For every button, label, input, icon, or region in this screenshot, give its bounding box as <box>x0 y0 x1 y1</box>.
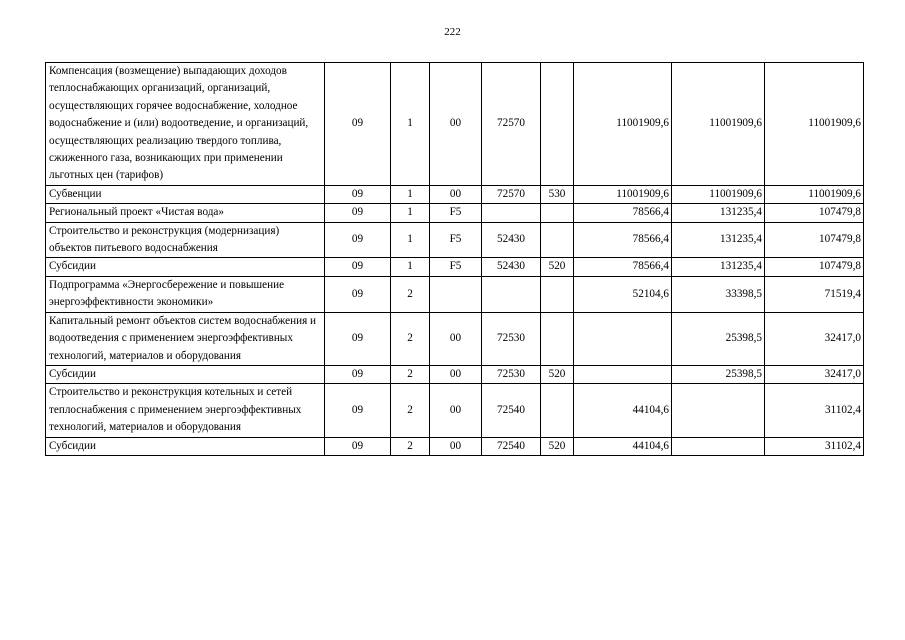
cell-sum-3: 71519,4 <box>765 276 864 312</box>
cell-direction <box>482 276 541 312</box>
cell-section: 09 <box>325 365 391 383</box>
cell-sum-2: 131235,4 <box>672 258 765 276</box>
cell-sum-2: 131235,4 <box>672 204 765 222</box>
cell-name: Подпрограмма «Энергосбережение и повышение энергоэффективности экономики» <box>46 276 325 312</box>
cell-section: 09 <box>325 437 391 455</box>
cell-sum-2: 11001909,6 <box>672 63 765 186</box>
cell-sum-3: 11001909,6 <box>765 63 864 186</box>
cell-expense-type <box>541 276 574 312</box>
cell-sum-1: 44104,6 <box>574 384 672 437</box>
cell-program: 1 <box>391 204 430 222</box>
cell-sum-1: 78566,4 <box>574 258 672 276</box>
cell-name: Субсидии <box>46 365 325 383</box>
cell-name: Субвенции <box>46 185 325 203</box>
cell-direction: 72540 <box>482 384 541 437</box>
table-row <box>46 365 864 383</box>
table-body <box>46 63 864 456</box>
cell-program: 2 <box>391 384 430 437</box>
cell-direction: 52430 <box>482 258 541 276</box>
cell-section: 09 <box>325 258 391 276</box>
cell-name: Строительство и реконструкция котельных и сетей теплоснабжения с применением энергоэффективных технологий, материалов и оборудования <box>46 384 325 437</box>
cell-subprogram: F5 <box>430 222 482 258</box>
table-row <box>46 437 864 455</box>
cell-sum-1: 11001909,6 <box>574 63 672 186</box>
cell-expense-type <box>541 204 574 222</box>
cell-direction: 52430 <box>482 222 541 258</box>
cell-program: 2 <box>391 437 430 455</box>
table-row <box>46 204 864 222</box>
cell-expense-type: 520 <box>541 365 574 383</box>
cell-section: 09 <box>325 63 391 186</box>
cell-sum-2: 25398,5 <box>672 312 765 365</box>
cell-sum-1: 44104,6 <box>574 437 672 455</box>
cell-sum-3: 31102,4 <box>765 437 864 455</box>
page-number: 222 <box>444 26 461 38</box>
cell-name: Капитальный ремонт объектов систем водоснабжения и водоотведения с применением энергоэффективных технологий, материалов и оборудования <box>46 312 325 365</box>
cell-sum-3: 107479,8 <box>765 204 864 222</box>
cell-program: 1 <box>391 222 430 258</box>
cell-expense-type <box>541 222 574 258</box>
cell-name: Региональный проект «Чистая вода» <box>46 204 325 222</box>
cell-sum-1 <box>574 312 672 365</box>
cell-subprogram <box>430 276 482 312</box>
cell-program: 1 <box>391 258 430 276</box>
cell-direction: 72570 <box>482 185 541 203</box>
cell-sum-1 <box>574 365 672 383</box>
cell-sum-2: 131235,4 <box>672 222 765 258</box>
cell-sum-2 <box>672 437 765 455</box>
cell-section: 09 <box>325 276 391 312</box>
cell-sum-3: 107479,8 <box>765 222 864 258</box>
cell-section: 09 <box>325 222 391 258</box>
cell-sum-2: 33398,5 <box>672 276 765 312</box>
cell-direction: 72530 <box>482 312 541 365</box>
cell-expense-type: 530 <box>541 185 574 203</box>
cell-name: Субсидии <box>46 437 325 455</box>
cell-expense-type <box>541 63 574 186</box>
cell-name: Строительство и реконструкция (модернизация) объектов питьевого водоснабжения <box>46 222 325 258</box>
table-row <box>46 63 864 186</box>
cell-sum-3: 32417,0 <box>765 365 864 383</box>
cell-name: Субсидии <box>46 258 325 276</box>
cell-sum-1: 78566,4 <box>574 222 672 258</box>
cell-sum-3: 32417,0 <box>765 312 864 365</box>
cell-direction: 72570 <box>482 63 541 186</box>
cell-expense-type <box>541 384 574 437</box>
cell-expense-type <box>541 312 574 365</box>
cell-expense-type: 520 <box>541 437 574 455</box>
cell-sum-1: 52104,6 <box>574 276 672 312</box>
table-row <box>46 312 864 365</box>
cell-subprogram: 00 <box>430 185 482 203</box>
cell-sum-1: 78566,4 <box>574 204 672 222</box>
cell-direction: 72540 <box>482 437 541 455</box>
cell-sum-3: 31102,4 <box>765 384 864 437</box>
cell-subprogram: 00 <box>430 63 482 186</box>
table-row <box>46 384 864 437</box>
cell-section: 09 <box>325 185 391 203</box>
cell-sum-3: 11001909,6 <box>765 185 864 203</box>
table-row <box>46 222 864 258</box>
cell-section: 09 <box>325 204 391 222</box>
table-row <box>46 258 864 276</box>
cell-section: 09 <box>325 384 391 437</box>
cell-program: 2 <box>391 312 430 365</box>
cell-subprogram: 00 <box>430 312 482 365</box>
cell-sum-2 <box>672 384 765 437</box>
cell-sum-2: 11001909,6 <box>672 185 765 203</box>
table-row <box>46 185 864 203</box>
cell-section: 09 <box>325 312 391 365</box>
table-row <box>46 276 864 312</box>
budget-table <box>45 62 864 456</box>
cell-subprogram: F5 <box>430 204 482 222</box>
cell-subprogram: 00 <box>430 365 482 383</box>
cell-direction <box>482 204 541 222</box>
cell-direction: 72530 <box>482 365 541 383</box>
cell-program: 1 <box>391 185 430 203</box>
cell-subprogram: 00 <box>430 384 482 437</box>
cell-sum-1: 11001909,6 <box>574 185 672 203</box>
cell-program: 2 <box>391 365 430 383</box>
cell-subprogram: 00 <box>430 437 482 455</box>
cell-program: 1 <box>391 63 430 186</box>
cell-name: Компенсация (возмещение) выпадающих доходов теплоснабжающих организаций, организаций, осуществляющих горячее водоснабжение, холодное водоснабжение и (или) водоотведение, и организаций, осуществляющих реализацию твердого топлива, сжиженного газа, возникающих при применении льготных цен (тарифов) <box>46 63 325 186</box>
cell-sum-2: 25398,5 <box>672 365 765 383</box>
cell-program: 2 <box>391 276 430 312</box>
cell-expense-type: 520 <box>541 258 574 276</box>
cell-sum-3: 107479,8 <box>765 258 864 276</box>
cell-subprogram: F5 <box>430 258 482 276</box>
